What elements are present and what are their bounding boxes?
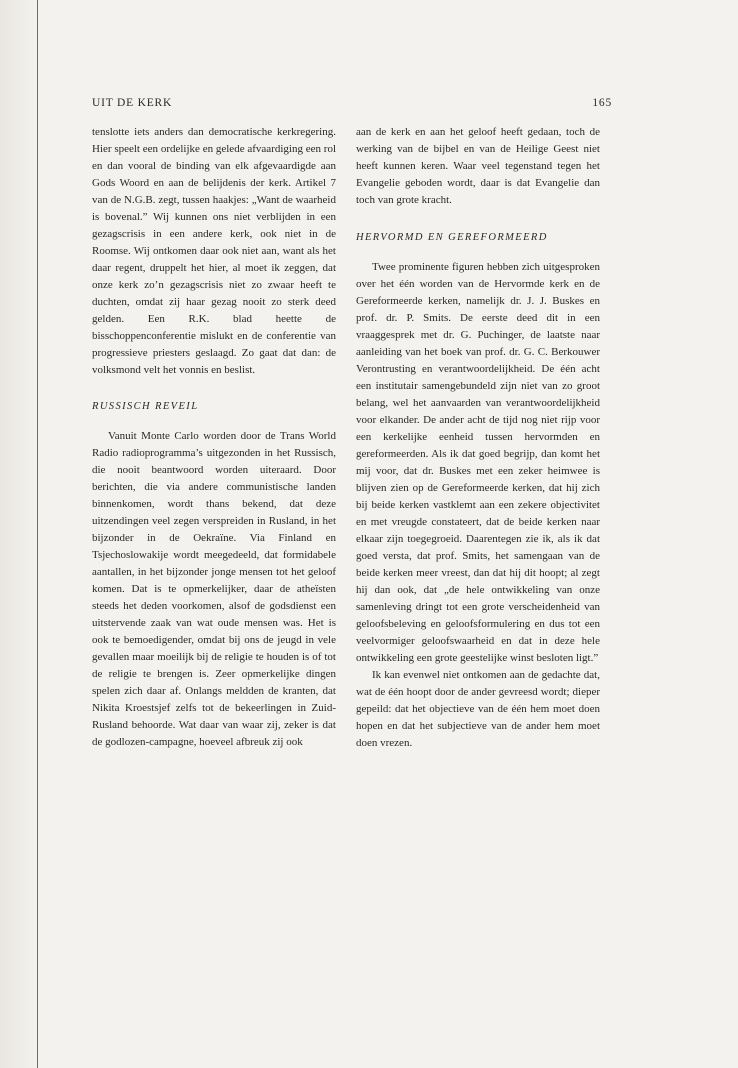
section-heading-russisch-reveil: RUSSISCH REVEIL [92,401,199,412]
page-binding-edge [37,0,38,1068]
running-title: UIT DE KERK [92,97,173,109]
paragraph-russisch-reveil: Vanuit Monte Carlo worden door de Trans World Radio radioprogramma’s uitgezonden in het Russisch, die nooit beantwoord worden uiteraard. Door berichten, die via andere communistische landen binnenkomen, wordt thans bekend, dat deze uitzendingen veel zegen verspreiden in Rusland, in het bijzonder in de Oekraïne. Via Finland en Tsjechoslowakije wordt meegedeeld, dat formidabele aantallen, in het bijzonder jonge mensen tot het geloof komen. Dat is te opmerkelijker, daar de atheïsten steeds het deden voorkomen, alsof de godsdienst een uitstervende zaak van wat oude mensen was. Het is ook te bemoedigender, omdat bij ons de jeugd in vele gevallen maar moeilijk bij de religie te houden is of tot de religie te brengen is. Zeer opmerkelijke dingen spelen zich daar af. Onlangs meldden de kranten, dat Nikita Kroestsjef zelfs tot de bekeerlingen in Zuid-Rusland behoorde. Wat daar van waar zij, zeker is dat de godlozen-campagne, hoeveel afbreuk zij ook [92,430,336,748]
left-column [92,124,336,751]
paragraph-hervormd-gereformeerd: Twee prominente figuren hebben zich uitgesproken over het één worden van de Hervormde kerk en de Gereformeerde kerken, namelijk dr. J. J. Buskes en prof. dr. P. Smits. De eerste deed dit in een vraaggesprek met dr. G. Puchinger, de laatste naar aanleiding van het boek van prof. dr. G. C. Berkouwer Verontrusting en verantwoordelijkheid. De één acht een institutair samengebundeld zijn niet van zo groot belang, wel het aanvaarden van verantwoordelijkheid voor elkander. De ander acht de tijd nog niet rijp voor een kerkelijke eenheid tussen hervormden en gereformeerden. Als ik dat goed begrijp, dan komt het mij voor, dat dr. Buskes met een zeker heimwee is blijven zien op de Gereformeerde kerken, dat hij zich bij beide kerken vastklemt aan een zekere objectivitet en met vreugde constateert, dat de beide kerken naar elkaar zijn toegegroeid. Daarentegen zie ik, als ik dat goed versta, dat prof. Smits, het samengaan van de beide kerken meer vreest, dan dat hij dit hoopt; al zegt hij dan ook, dat „de hele ontwikkeling van onze samenleving dringt tot een grote verscheidenheid van geloofsbeleving en geloofsformulering en dus tot een veelvormiger geloofswaarheid en dat in deze hele ontwikkeling een grote geestelijke winst besloten ligt.” [356,261,600,664]
running-header [92,97,612,115]
paragraph-kerkregering: tenslotte iets anders dan democratische kerkregering. Hier speelt een ordelijke en gelede afvaardiging een rol en dan vooral de binding van elk afgevaardigde aan Gods Woord en aan de belijdenis der kerk. Artikel 7 van de N.G.B. zegt, tussen haakjes: „Want de waarheid is bovenal.” Wij kunnen ons niet verblijden in een gezagscrisis in een andere kerk, ook niet in de Roomse. Wij ontkomen daar ook niet aan, want als het daar regent, druppelt het hier, al moet ik zeggen, dat onze kerk zo’n gezagscrisis niet zo zwaar heeft te duchten, omdat zij haar gezag nooit zo sterk deed gelden. Een R.K. blad heette de bisschoppenconferentie mislukt en de conferentie van progressieve priesters geslaagd. Zo gaat dat dan: de volksmond velt het vonnis en beslist. [92,126,336,376]
page-number: 165 [592,97,612,109]
right-column [356,124,600,752]
paragraph-conclusion: Ik kan evenwel niet ontkomen aan de gedachte dat, wat de één hoopt door de ander gevreesd wordt; dieper gepeild: dat het objectieve van de één hem moet doen hopen en dat het subjectieve van de ander hem moet doen vrezen. [356,669,600,749]
paragraph-continuation: aan de kerk en aan het geloof heeft gedaan, toch de werking van de bijbel en van de Heilige Geest niet heeft kunnen keren. Waar veel tegenstand tegen het Evangelie geboden wordt, daar is dat Evangelie dan toch van grote kracht. [356,126,600,206]
page-binding-shadow [0,0,40,1068]
section-heading-hervormd-gereformeerd: HERVORMD EN GEREFORMEERD [356,232,548,243]
